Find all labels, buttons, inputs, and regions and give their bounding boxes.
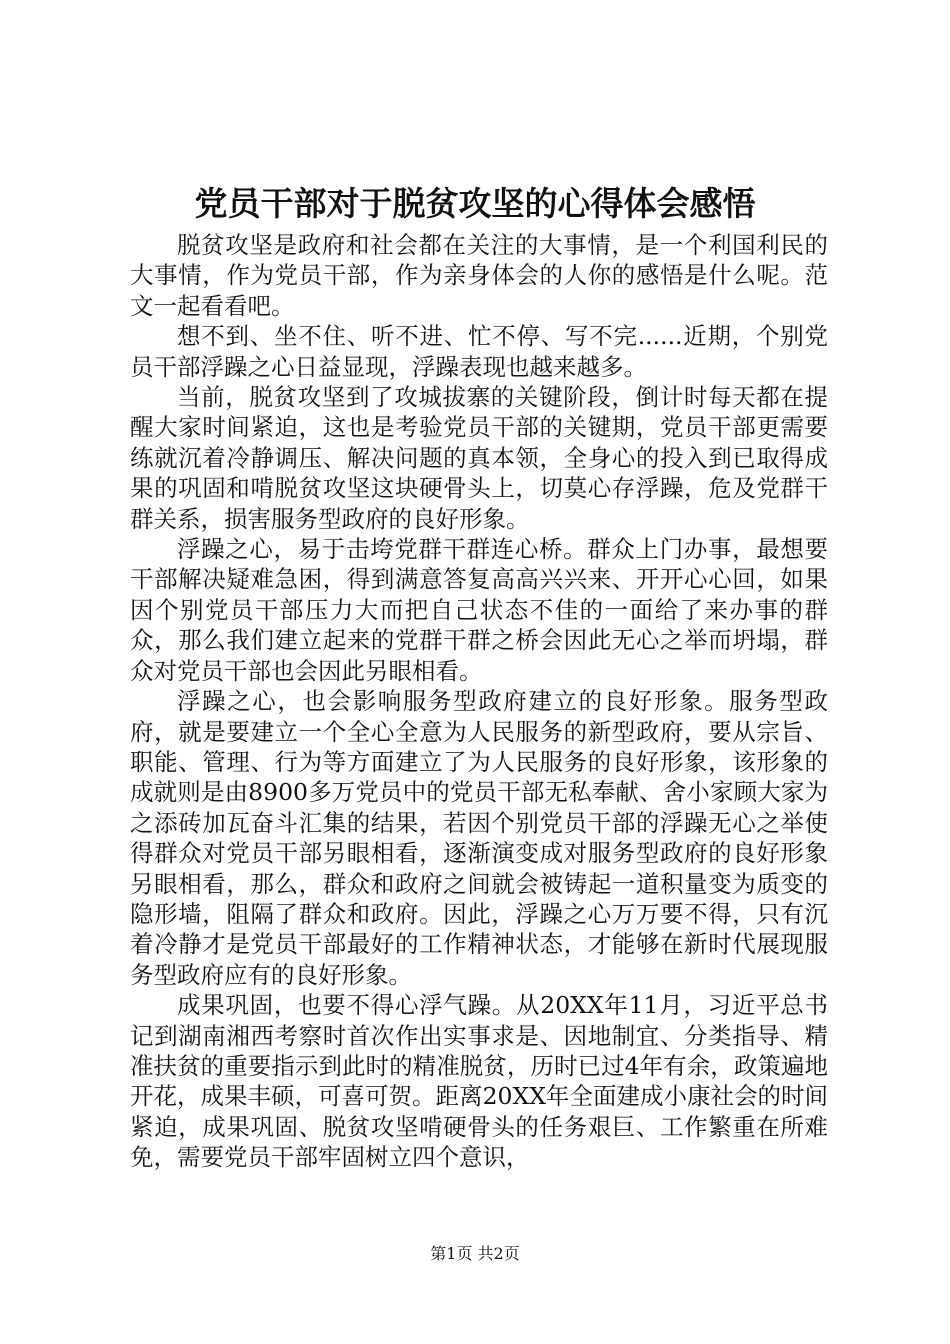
document-title: 党员干部对于脱贫攻坚的心得体会感悟: [194, 184, 756, 223]
paragraph-6: 成果巩固，也要不得心浮气躁。从20XX年11月，习近平总书记到湖南湘西考察时首次作出实事求是、因地制宜、分类指导、精准扶贫的重要指示到此时的精准脱贫，历时已过4年有余，政策遍地开花，成果丰硕，可喜可贺。距离20XX年全面建成小康社会的时间紧迫，成果巩固、脱贫攻坚啃硬骨头的任务艰巨、工作繁重在所难免，需要党员干部牢固树立四个意识，: [130, 991, 828, 1172]
document-body: [130, 230, 828, 1173]
paragraph-1: 脱贫攻坚是政府和社会都在关注的大事情，是一个利国利民的大事情，作为党员干部，作为亲身体会的人你的感悟是什么呢。范文一起看看吧。: [130, 231, 828, 320]
paragraph-3: 当前，脱贫攻坚到了攻城拔寨的关键阶段，倒计时每天都在提醒大家时间紧迫，这也是考验党员干部的关键期，党员干部更需要练就沉着冷静调压、解决问题的真本领，全身心的投入到已取得成果的巩固和啃脱贫攻坚这块硬骨头上，切莫心存浮躁，危及党群干群关系，损害服务型政府的良好形象。: [130, 383, 828, 533]
paragraph-2: 想不到、坐不住、听不进、忙不停、写不完......近期，个别党员干部浮躁之心日益显现，浮躁表现也越来越多。: [130, 322, 828, 381]
page-footer: 第1页 共2页: [430, 1244, 520, 1263]
paragraph-4: 浮躁之心，易于击垮党群干群连心桥。群众上门办事，最想要干部解决疑难急困，得到满意答复高高兴兴来、开开心心回，如果因个别党员干部压力大而把自己状态不佳的一面给了来办事的群众，那么我们建立起来的党群干群之桥会因此无心之举而坍塌，群众对党员干部也会因此另眼相看。: [130, 535, 828, 685]
paragraph-5: 浮躁之心，也会影响服务型政府建立的良好形象。服务型政府，就是要建立一个全心全意为人民服务的新型政府，要从宗旨、职能、管理、行为等方面建立了为人民服务的良好形象，该形象的成就则是由8900多万党员中的党员干部无私奉献、舍小家顾大家为之添砖加瓦奋斗汇集的结果，若因个别党员干部的浮躁无心之举使得群众对党员干部另眼相看，逐渐演变成对服务型政府的良好形象另眼相看，那么，群众和政府之间就会被铸起一道积量变为质变的隐形墙，阻隔了群众和政府。因此，浮躁之心万万要不得，只有沉着冷静才是党员干部最好的工作精神状态，才能够在新时代展现服务型政府应有的良好形象。: [130, 687, 828, 989]
